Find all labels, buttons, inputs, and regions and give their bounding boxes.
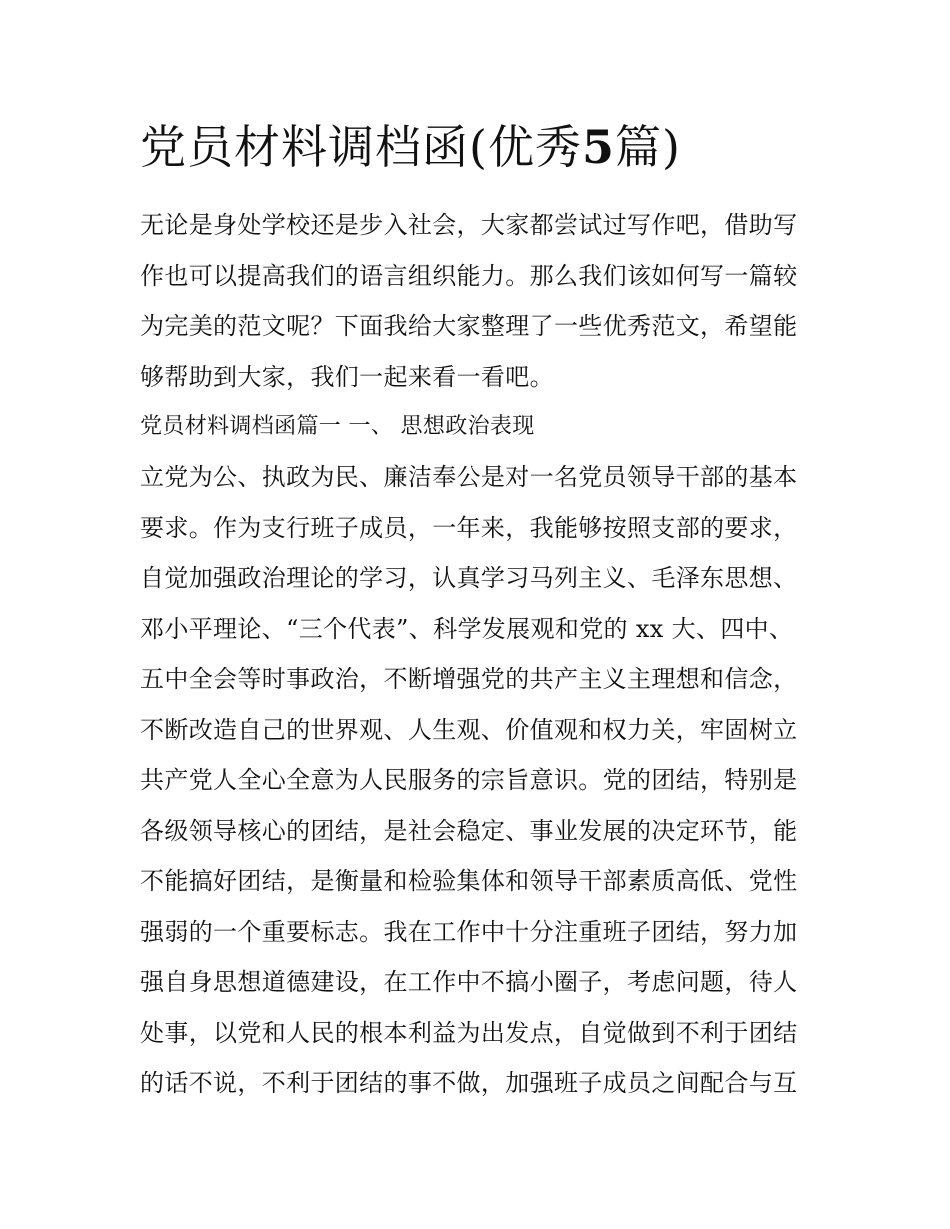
intro-line: 为完美的范文呢？下面我给大家整理了一些优秀范文，希望能 (140, 312, 798, 340)
intro-line: 作也可以提高我们的语言组织能力。那么我们该如何写一篇较 (140, 261, 798, 290)
title-text-end: 篇) (614, 120, 681, 174)
intro-line: 无论是身处学校还是步入社会，大家都尝试过写作吧，借助写 (140, 211, 798, 239)
document-page (140, 112, 812, 1109)
section-line: 强弱的一个重要标志。我在工作中十分注重班子团结，努力加 (140, 917, 798, 946)
section-line: 不断改造自己的世界观、人生观、价值观和权力关，牢固树立 (140, 715, 798, 744)
intro-line: 够帮助到大家，我们一起来看一看吧。 (140, 362, 554, 391)
section-line: 要求。作为支行班子成员，一年来，我能够按照支部的要求， (140, 513, 798, 542)
section-line: 的话不说，不利于团结的事不做，加强班子成员之间配合与互 (140, 1069, 798, 1097)
section-line: 共产党人全心全意为人民服务的宗旨意识。党的团结，特别是 (140, 766, 798, 794)
section-line: 强自身思想道德建设，在工作中不搞小圈子，考虑问题，待人 (140, 968, 798, 996)
section-line: 各级领导核心的团结，是社会稳定、事业发展的决定环节，能 (140, 816, 798, 845)
section-line: 五中全会等时事政治，不断增强党的共产主义主理想和信念， (140, 665, 798, 693)
title-text-main: 党员材料调档函(优秀 (140, 120, 582, 174)
section-line: 自觉加强政治理论的学习，认真学习马列主义、毛泽东思想、 (140, 564, 798, 592)
section-line: 不能搞好团结，是衡量和检验集体和领导干部素质高低、党性 (140, 867, 798, 895)
title-number: 5 (581, 120, 615, 174)
section-heading: 党员材料调档函篇一 一、 思想政治表现 (140, 414, 535, 439)
document-body (140, 200, 812, 1109)
section-line: 立党为公、执政为民、廉洁奉公是对一名党员领导干部的基本 (140, 463, 798, 491)
section-line: 处事，以党和人民的根本利益为出发点，自觉做到不利于团结 (140, 1018, 798, 1047)
section-line: 邓小平理论、“三个代表”、科学发展观和党的 xx 大、四中、 (140, 614, 794, 643)
document-title (140, 112, 812, 182)
